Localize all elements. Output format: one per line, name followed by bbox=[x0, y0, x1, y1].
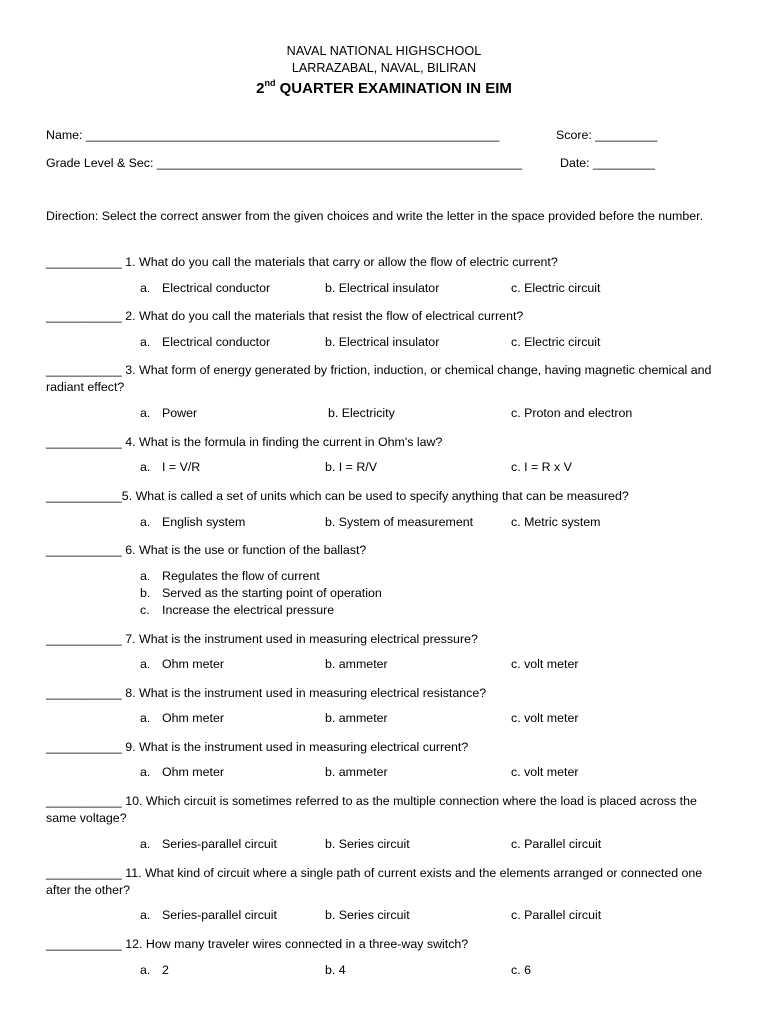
question-9-choice-2: b. ammeter bbox=[325, 765, 388, 779]
question-11-choice-3: c. Parallel circuit bbox=[511, 908, 602, 922]
question-3-choice-1: Power bbox=[162, 406, 198, 420]
question-2-choice-0: a. bbox=[140, 335, 151, 349]
question-4: ___________ 4. What is the formula in finding the current in Ohm's law? bbox=[46, 435, 443, 449]
question-7-choice-1: Ohm meter bbox=[162, 657, 224, 671]
question-6-choice-text: Served as the starting point of operation bbox=[162, 586, 382, 600]
score-field[interactable]: Score: _________ bbox=[556, 128, 658, 142]
question-12: ___________ 12. How many traveler wires connected in a three-way switch? bbox=[46, 937, 469, 951]
question-4-choice-1: I = V/R bbox=[162, 460, 201, 474]
question-7-choice-0: a. bbox=[140, 657, 151, 671]
question-5-choice-3: c. Metric system bbox=[511, 515, 601, 529]
question-11-choice-2: b. Series circuit bbox=[325, 908, 410, 922]
question-2: ___________ 2. What do you call the materials that resist the flow of electrical current? bbox=[46, 309, 524, 323]
school-address: LARRAZABAL, NAVAL, BILIRAN bbox=[291, 61, 477, 75]
question-7-choice-3: c. volt meter bbox=[511, 657, 579, 671]
question-6-choice-text: Increase the electrical pressure bbox=[162, 603, 335, 617]
question-2-choice-3: c. Electric circuit bbox=[511, 335, 601, 349]
question-10-choice-3: c. Parallel circuit bbox=[511, 837, 602, 851]
question-11: ___________ 11. What kind of circuit where a single path of current exists and the elements arranged or connected one after the other? bbox=[46, 866, 703, 897]
question-9: ___________ 9. What is the instrument used in measuring electrical current? bbox=[46, 740, 469, 754]
exam-title bbox=[0, 80, 768, 97]
question-5-choice-2: b. System of measurement bbox=[325, 515, 474, 529]
question-6-choice-text: Regulates the flow of current bbox=[162, 569, 320, 583]
question-8-choice-0: a. bbox=[140, 711, 151, 725]
question-10: ___________ 10. Which circuit is sometimes referred to as the multiple connection where the load is placed across the same voltage? bbox=[46, 794, 697, 825]
question-2-choice-1: Electrical conductor bbox=[162, 335, 271, 349]
question-8-choice-1: Ohm meter bbox=[162, 711, 224, 725]
question-10-choice-2: b. Series circuit bbox=[325, 837, 410, 851]
question-3-choice-2: b. Electricity bbox=[328, 406, 395, 420]
question-5-choice-0: a. bbox=[140, 515, 151, 529]
name-field[interactable]: Name: ____________________________________________________________ bbox=[46, 128, 500, 142]
question-3-choice-3: c. Proton and electron bbox=[511, 406, 633, 420]
question-12-choice-1: 2 bbox=[162, 963, 169, 977]
question-6-choice-letter: a. bbox=[140, 569, 151, 583]
question-10-choice-0: a. bbox=[140, 837, 151, 851]
question-4-choice-0: a. bbox=[140, 460, 151, 474]
question-1-choice-1: Electrical conductor bbox=[162, 281, 271, 295]
question-2-choice-2: b. Electrical insulator bbox=[325, 335, 440, 349]
question-5-choice-1: English system bbox=[162, 515, 246, 529]
question-6: ___________ 6. What is the use or function of the ballast? bbox=[46, 543, 367, 557]
question-11-choice-1: Series-parallel circuit bbox=[162, 908, 277, 922]
question-9-choice-0: a. bbox=[140, 765, 151, 779]
school-name: NAVAL NATIONAL HIGHSCHOOL bbox=[286, 44, 482, 58]
question-1-choice-0: a. bbox=[140, 281, 151, 295]
question-4-choice-3: c. I = R x V bbox=[511, 460, 572, 474]
question-4-choice-2: b. I = R/V bbox=[325, 460, 377, 474]
question-7: ___________ 7. What is the instrument used in measuring electrical pressure? bbox=[46, 632, 478, 646]
title-text: QUARTER EXAMINATION IN EIM bbox=[275, 80, 512, 97]
grade-section-field[interactable]: Grade Level & Sec: _____________________________________________________ bbox=[46, 156, 523, 170]
question-11-choice-0: a. bbox=[140, 908, 151, 922]
question-9-choice-3: c. volt meter bbox=[511, 765, 579, 779]
question-12-choice-0: a. bbox=[140, 963, 151, 977]
question-3-choice-0: a. bbox=[140, 406, 151, 420]
question-1-choice-3: c. Electric circuit bbox=[511, 281, 601, 295]
question-9-choice-1: Ohm meter bbox=[162, 765, 224, 779]
directions: Direction: Select the correct answer from the given choices and write the letter in the space provided before the number. bbox=[46, 209, 704, 223]
question-12-choice-2: b. 4 bbox=[325, 963, 346, 977]
question-1: ___________ 1. What do you call the materials that carry or allow the flow of electric current? bbox=[46, 255, 558, 269]
question-6-choice-letter: b. bbox=[140, 586, 151, 600]
question-7-choice-2: b. ammeter bbox=[325, 657, 388, 671]
question-1-choice-2: b. Electrical insulator bbox=[325, 281, 440, 295]
title-ordinal-suffix: nd bbox=[264, 78, 276, 88]
date-field[interactable]: Date: _________ bbox=[560, 156, 656, 170]
question-8: ___________ 8. What is the instrument used in measuring electrical resistance? bbox=[46, 686, 487, 700]
question-5: ___________5. What is called a set of units which can be used to specify anything that can be measured? bbox=[46, 489, 629, 503]
question-6-choice-letter: c. bbox=[140, 603, 150, 617]
question-8-choice-2: b. ammeter bbox=[325, 711, 388, 725]
question-10-choice-1: Series-parallel circuit bbox=[162, 837, 277, 851]
question-8-choice-3: c. volt meter bbox=[511, 711, 579, 725]
question-12-choice-3: c. 6 bbox=[511, 963, 531, 977]
question-3: ___________ 3. What form of energy generated by friction, induction, or chemical change, having magnetic chemical and radiant effect? bbox=[46, 363, 712, 394]
title-ordinal: 2 bbox=[256, 80, 265, 97]
